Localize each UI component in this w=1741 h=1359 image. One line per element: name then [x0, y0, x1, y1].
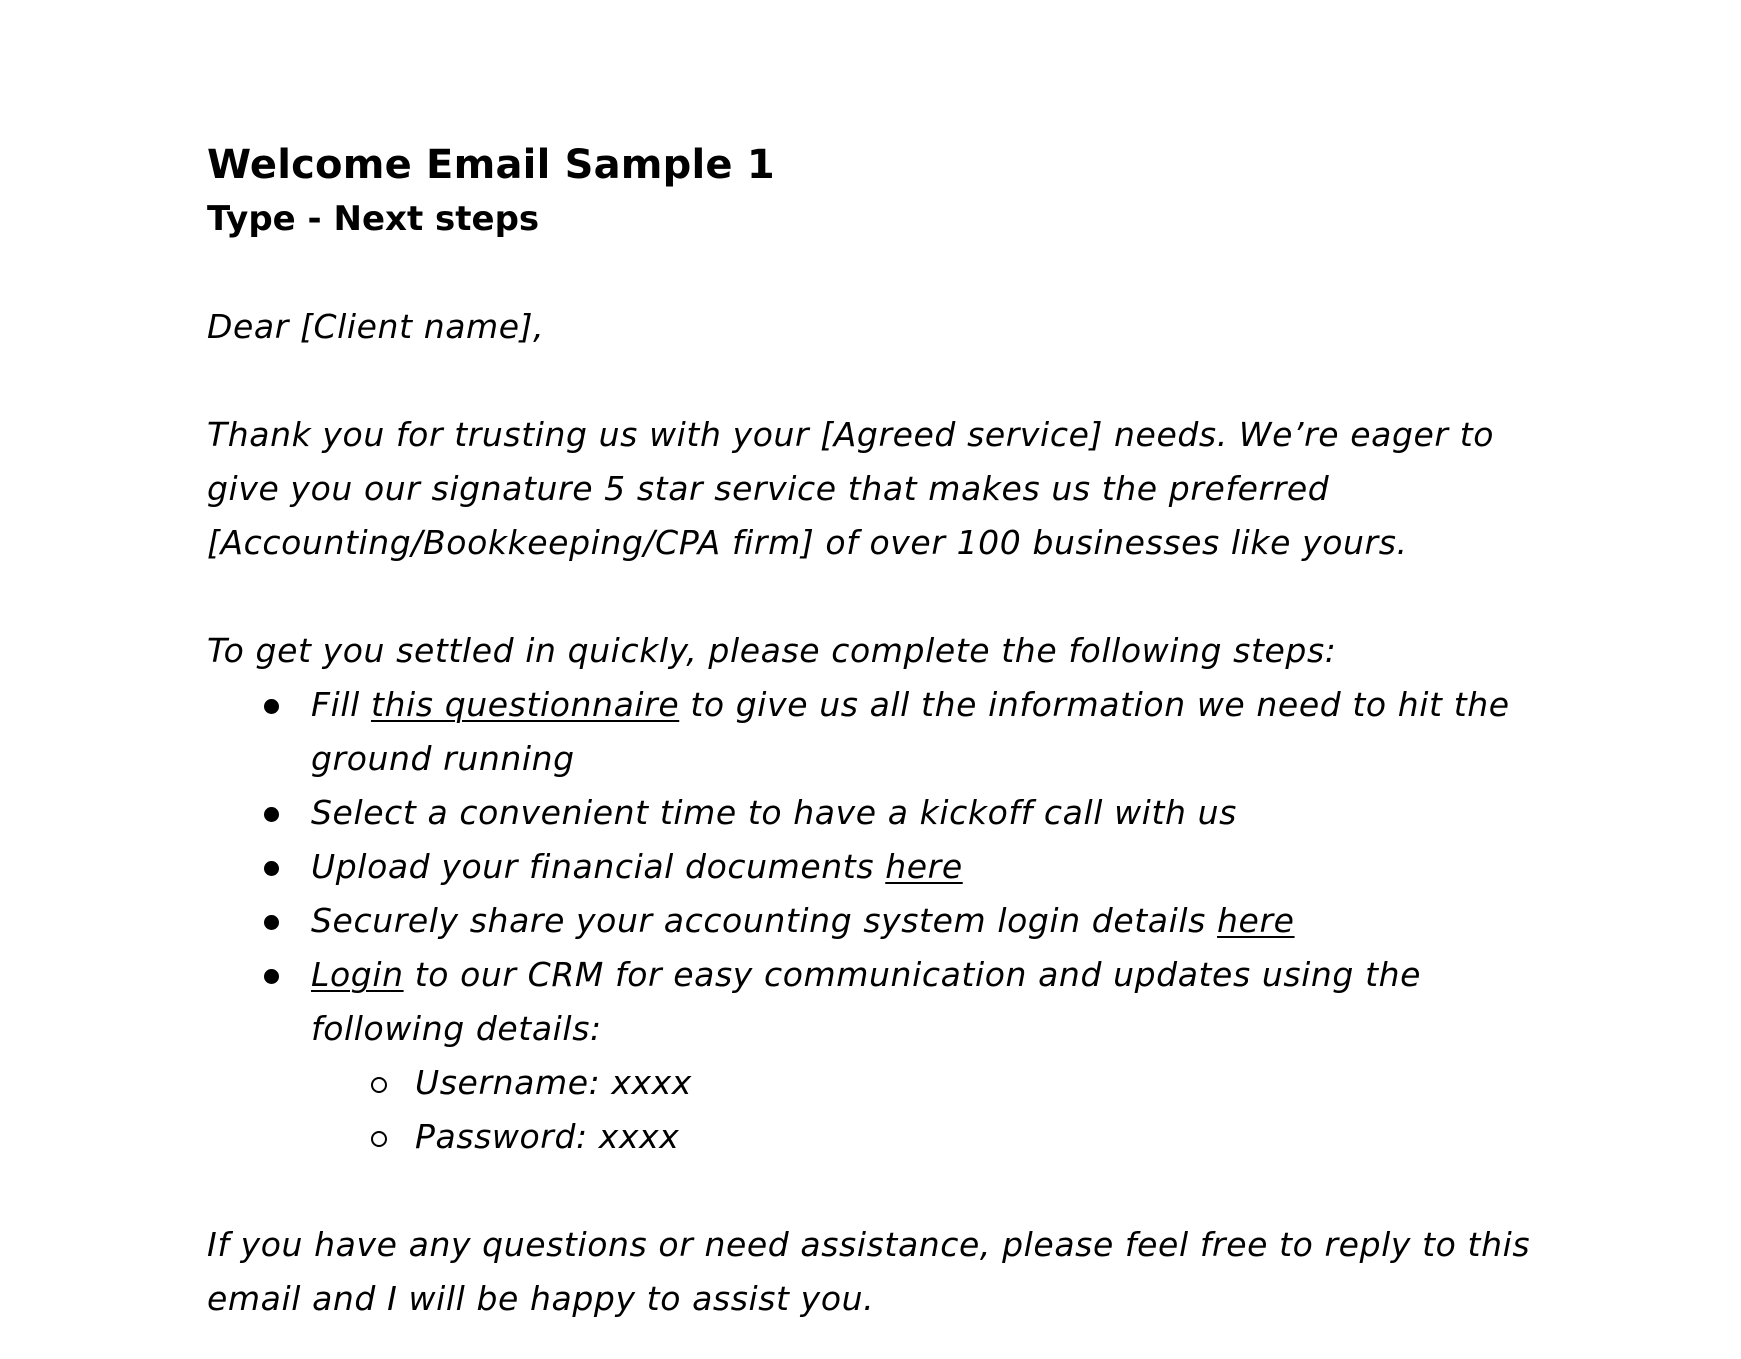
step-text: Select a convenient time to have a kickoff call with us	[311, 793, 1237, 832]
step-crm-login	[207, 948, 1567, 1164]
steps-list	[207, 678, 1567, 1164]
bullet-icon	[264, 969, 279, 984]
share-login-link[interactable]: here	[1217, 901, 1295, 940]
steps-intro: To get you settled in quickly, please complete the following steps:	[207, 631, 1337, 670]
credential-password	[311, 1110, 1567, 1164]
credential-username	[311, 1056, 1567, 1110]
step-text: to our CRM for easy communication and updates using the following details:	[311, 955, 1422, 1048]
step-text: Fill	[311, 685, 371, 724]
step-text: Securely share your accounting system login details	[311, 901, 1218, 940]
step-share-login	[207, 894, 1567, 948]
bullet-icon	[264, 699, 279, 714]
document-page	[207, 138, 1567, 1326]
bullet-icon	[264, 861, 279, 876]
step-upload-documents	[207, 840, 1567, 894]
step-questionnaire	[207, 678, 1567, 786]
hollow-bullet-icon	[371, 1077, 387, 1093]
questionnaire-link[interactable]: this questionnaire	[370, 685, 680, 724]
password-text: Password: xxxx	[415, 1117, 680, 1156]
document-subtitle: Type - Next steps	[207, 199, 540, 239]
username-text: Username: xxxx	[415, 1063, 692, 1102]
greeting: Dear [Client name],	[207, 307, 545, 346]
crm-login-link[interactable]: Login	[311, 955, 404, 994]
crm-credentials-list	[311, 1056, 1567, 1164]
bullet-icon	[264, 915, 279, 930]
closing-paragraph: If you have any questions or need assistance, please feel free to reply to this email and I will be happy to assist you.	[207, 1225, 1531, 1318]
step-kickoff-call	[207, 786, 1567, 840]
bullet-icon	[264, 807, 279, 822]
hollow-bullet-icon	[371, 1131, 387, 1147]
upload-documents-link[interactable]: here	[885, 847, 963, 886]
document-title: Welcome Email Sample 1	[207, 142, 775, 188]
intro-paragraph: Thank you for trusting us with your [Agreed service] needs. We’re eager to give you our signature 5 star service that makes us the preferred [Accounting/Bookkeeping/CPA firm] of over 100 businesses like yours.	[207, 415, 1495, 562]
step-text: Upload your financial documents	[311, 847, 886, 886]
step-text: to give us all the information we need to hit the ground running	[311, 685, 1510, 778]
